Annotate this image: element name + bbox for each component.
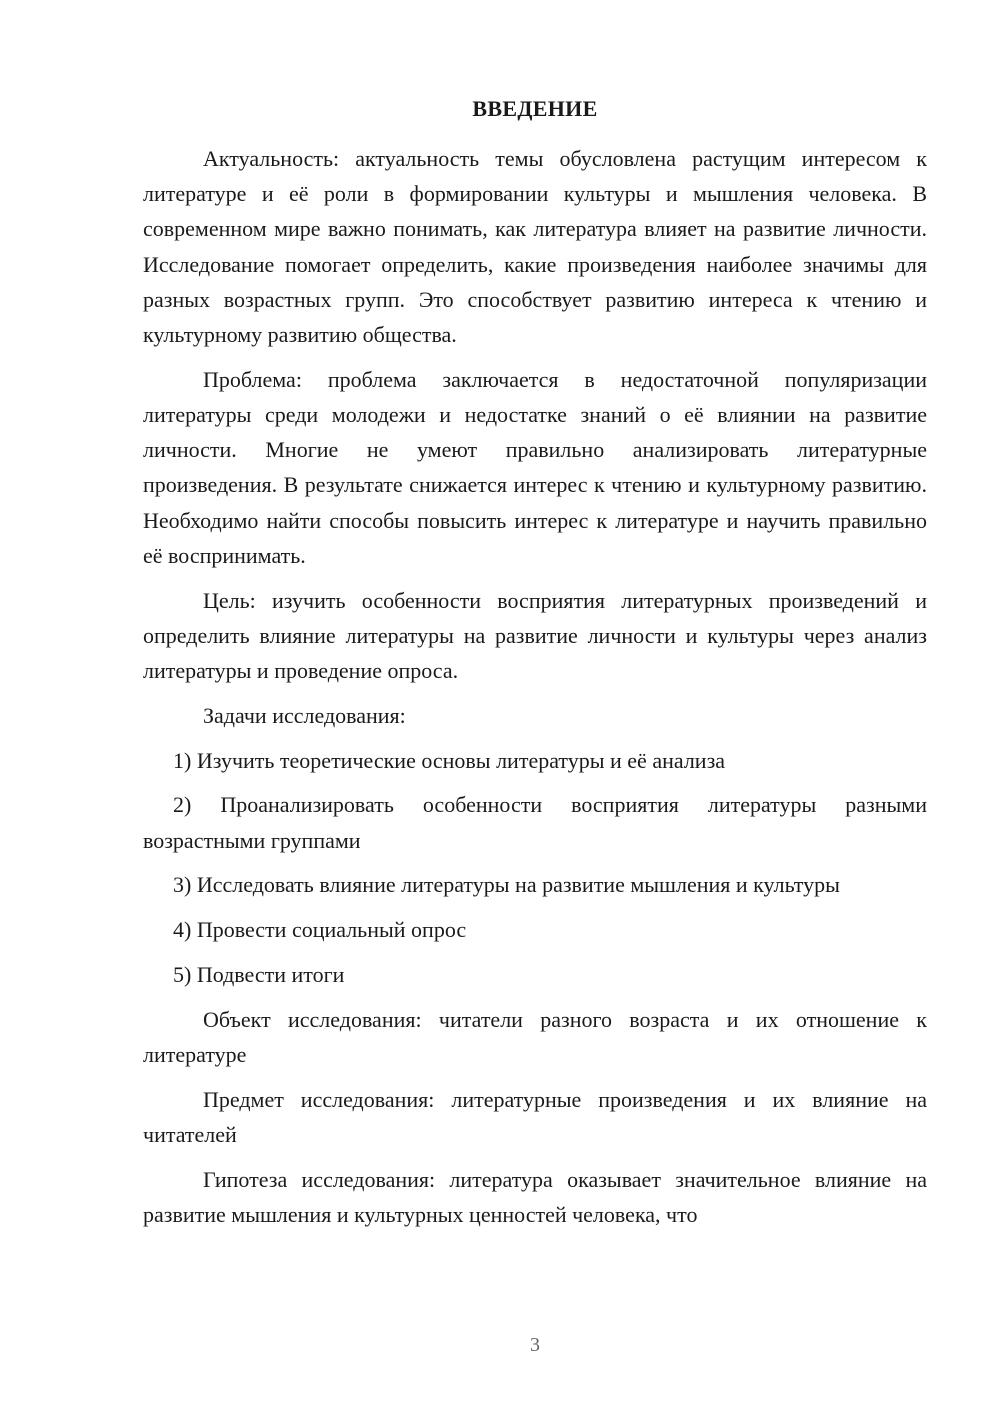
task-item-1: 1) Изучить теоретические основы литературы и её анализа (173, 747, 726, 773)
task-item-4: 4) Провести социальный опрос (173, 917, 467, 943)
paragraph-object: Объект исследования: читатели разного возраста и их отношение к литературе (143, 1006, 927, 1068)
paragraph-goal: Цель: изучить особенности восприятия литературных произведений и определить влияние литературы на развитие личности и культуры через анализ литературы и проведение опроса. (143, 587, 927, 684)
document-body (143, 141, 927, 1242)
page-number: 3 (530, 1334, 540, 1356)
paragraph-relevance: Актуальность: актуальность темы обусловлена растущим интересом к литературе и её роли в формировании культуры и мышления человека. В современном мире важно понимать, как литература влияет на развитие личности. Исследование помогает определить, какие произведения наиболее значимы для разных возрастных групп. Это способствует развитию интереса к чтению и культурному развитию общества. (143, 146, 927, 348)
tasks-heading: Задачи исследования: (203, 702, 406, 728)
paragraph-subject: Предмет исследования: литературные произведения и их влияние на читателей (143, 1086, 927, 1148)
task-item-2: 2) Проанализировать особенности восприятия литературы разными возрастными группами (143, 792, 927, 853)
task-item-5: 5) Подвести итоги (173, 962, 345, 988)
paragraph-hypothesis: Гипотеза исследования: литература оказывает значительное влияние на развитие мышления и культурных ценностей человека, что (143, 1166, 927, 1228)
paragraph-problem: Проблема: проблема заключается в недостаточной популяризации литературы среди молодежи и недостатке знаний о её влиянии на развитие личности. Многие не умеют правильно анализировать литературные произведения. В результате снижается интерес к чтению и культурному развитию. Необходимо найти способы повысить интерес к литературе и научить правильно её воспринимать. (143, 366, 927, 568)
page-title: ВВЕДЕНИЕ (472, 96, 598, 121)
task-item-3: 3) Исследовать влияние литературы на развитие мышления и культуры (173, 872, 840, 898)
